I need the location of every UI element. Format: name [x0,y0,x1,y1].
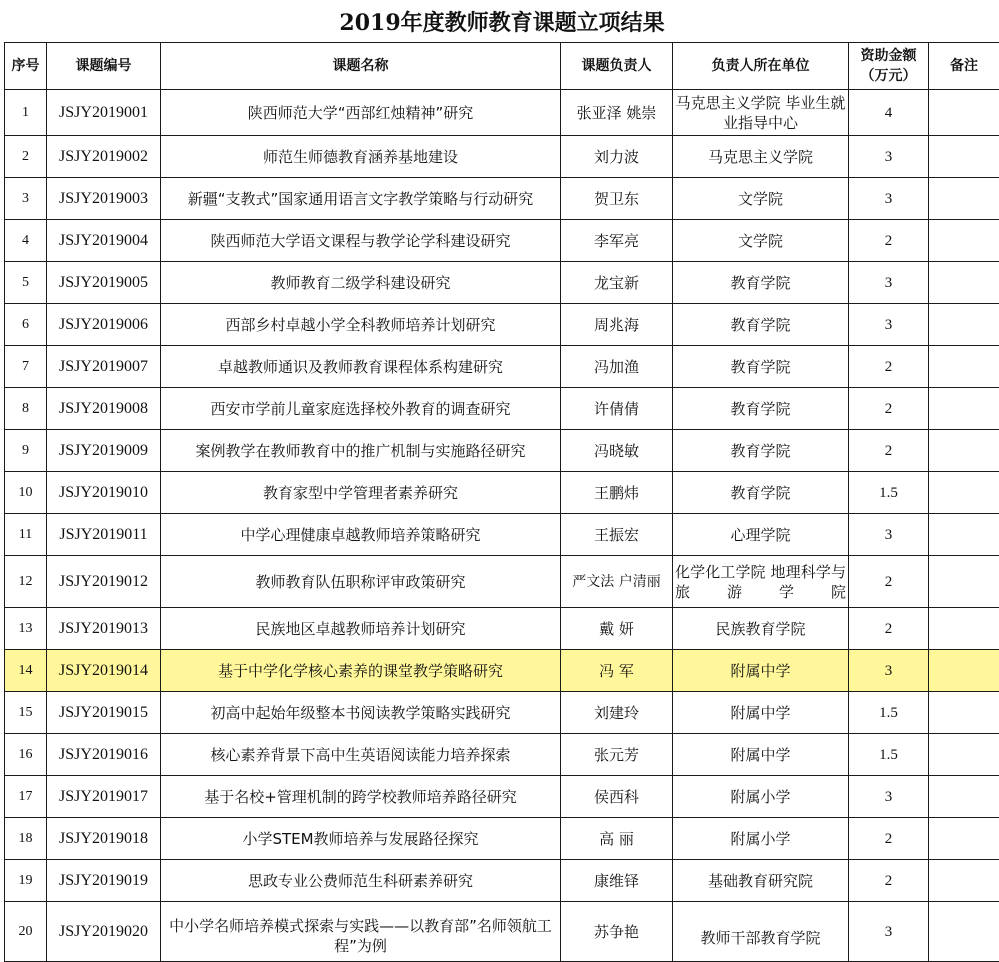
cell-unit: 文学院 [673,220,849,262]
cell-amount: 1.5 [849,734,929,776]
table-row [5,304,999,346]
cell-leader: 戴 妍 [561,608,673,650]
cell-unit: 基础教育研究院 [673,860,849,902]
cell-idx: 6 [5,304,47,346]
cell-amount: 3 [849,776,929,818]
cell-code: JSJY2019004 [47,220,161,262]
cell-amount: 2 [849,608,929,650]
cell-unit: 马克思主义学院 毕业生就业指导中心 [673,90,849,136]
cell-note [929,692,999,734]
cell-leader: 贺卫东 [561,178,673,220]
cell-code: JSJY2019002 [47,136,161,178]
cell-idx: 10 [5,472,47,514]
cell-name: 新疆“支教式”国家通用语言文字教学策略与行动研究 [161,178,561,220]
cell-note [929,608,999,650]
cell-leader: 李军亮 [561,220,673,262]
header-code: 课题编号 [47,43,161,90]
cell-note [929,136,999,178]
cell-unit: 文学院 [673,178,849,220]
table-row [5,220,999,262]
cell-amount: 3 [849,514,929,556]
cell-leader: 苏争艳 [561,902,673,962]
cell-amount: 3 [849,650,929,692]
cell-note [929,650,999,692]
cell-note [929,818,999,860]
cell-amount: 2 [849,346,929,388]
table-row [5,776,999,818]
table-row [5,90,999,136]
cell-code: JSJY2019014 [47,650,161,692]
cell-idx: 20 [5,902,47,962]
cell-amount: 1.5 [849,692,929,734]
cell-name: 教师教育队伍职称评审政策研究 [161,556,561,608]
cell-code: JSJY2019007 [47,346,161,388]
cell-idx: 11 [5,514,47,556]
cell-name: 西部乡村卓越小学全科教师培养计划研究 [161,304,561,346]
cell-unit: 教育学院 [673,430,849,472]
cell-code: JSJY2019017 [47,776,161,818]
cell-unit: 附属小学 [673,776,849,818]
cell-name: 案例教学在教师教育中的推广机制与实施路径研究 [161,430,561,472]
cell-idx: 5 [5,262,47,304]
cell-note [929,262,999,304]
cell-leader: 严文法 户清丽 [561,556,673,608]
cell-note [929,776,999,818]
table-row [5,514,999,556]
cell-note [929,734,999,776]
cell-leader: 周兆海 [561,304,673,346]
cell-code: JSJY2019005 [47,262,161,304]
cell-note [929,902,999,962]
cell-idx: 17 [5,776,47,818]
cell-leader: 康维铎 [561,860,673,902]
cell-note [929,472,999,514]
cell-idx: 4 [5,220,47,262]
cell-leader: 冯晓敏 [561,430,673,472]
cell-unit: 教育学院 [673,262,849,304]
cell-name: 师范生师德教育涵养基地建设 [161,136,561,178]
cell-leader: 龙宝新 [561,262,673,304]
table-body [5,90,999,962]
cell-name: 西安市学前儿童家庭选择校外教育的调查研究 [161,388,561,430]
cell-code: JSJY2019020 [47,902,161,962]
cell-leader: 王鹏炜 [561,472,673,514]
header-unit: 负责人所在单位 [673,43,849,90]
cell-amount: 2 [849,220,929,262]
header-amount [849,43,929,90]
cell-idx: 9 [5,430,47,472]
cell-unit: 附属小学 [673,818,849,860]
table-row [5,650,999,692]
cell-leader: 张元芳 [561,734,673,776]
cell-code: JSJY2019006 [47,304,161,346]
cell-note [929,388,999,430]
cell-idx: 15 [5,692,47,734]
cell-name: 卓越教师通识及教师教育课程体系构建研究 [161,346,561,388]
cell-leader: 张亚泽 姚崇 [561,90,673,136]
cell-amount: 3 [849,178,929,220]
cell-idx: 3 [5,178,47,220]
cell-idx: 12 [5,556,47,608]
cell-idx: 19 [5,860,47,902]
table-row [5,818,999,860]
cell-name: 核心素养背景下高中生英语阅读能力培养探索 [161,734,561,776]
cell-leader: 冯加渔 [561,346,673,388]
cell-name: 基于中学化学核心素养的课堂教学策略研究 [161,650,561,692]
cell-unit: 教育学院 [673,304,849,346]
cell-amount: 3 [849,304,929,346]
cell-leader: 侯西科 [561,776,673,818]
cell-idx: 18 [5,818,47,860]
cell-leader: 高 丽 [561,818,673,860]
cell-unit: 心理学院 [673,514,849,556]
cell-amount: 1.5 [849,472,929,514]
cell-note [929,178,999,220]
cell-code: JSJY2019009 [47,430,161,472]
cell-code: JSJY2019015 [47,692,161,734]
cell-note [929,90,999,136]
cell-name-text: 中小学名师培养模式探索与实践——以教育部”名师领航工程”为例 [161,916,560,956]
cell-code: JSJY2019019 [47,860,161,902]
cell-note [929,304,999,346]
table-row [5,556,999,608]
cell-name: 教育家型中学管理者素养研究 [161,472,561,514]
cell-leader: 刘建玲 [561,692,673,734]
table-row [5,430,999,472]
cell-note [929,220,999,262]
cell-leader: 刘力波 [561,136,673,178]
table-row [5,136,999,178]
cell-leader: 冯 军 [561,650,673,692]
cell-name: 陕西师范大学“西部红烛精神”研究 [161,90,561,136]
cell-amount: 2 [849,388,929,430]
cell-idx: 8 [5,388,47,430]
cell-name: 陕西师范大学语文课程与教学论学科建设研究 [161,220,561,262]
table-row [5,734,999,776]
cell-amount: 2 [849,860,929,902]
cell-idx: 1 [5,90,47,136]
cell-note [929,556,999,608]
table-row [5,346,999,388]
cell-name: 民族地区卓越教师培养计划研究 [161,608,561,650]
table-row [5,178,999,220]
cell-unit: 教育学院 [673,472,849,514]
cell-code: JSJY2019001 [47,90,161,136]
table-row [5,902,999,962]
cell-idx: 7 [5,346,47,388]
page-title: 2019年度教师教育课题立项结果 [5,0,999,43]
cell-amount: 2 [849,556,929,608]
cell-note [929,860,999,902]
header-idx: 序号 [5,43,47,90]
cell-unit: 附属中学 [673,650,849,692]
cell-code: JSJY2019013 [47,608,161,650]
table-row [5,692,999,734]
cell-unit: 教育学院 [673,346,849,388]
cell-idx: 16 [5,734,47,776]
cell-unit: 民族教育学院 [673,608,849,650]
cell-amount: 3 [849,262,929,304]
cell-name: 教师教育二级学科建设研究 [161,262,561,304]
cell-note [929,346,999,388]
cell-code: JSJY2019010 [47,472,161,514]
cell-note [929,430,999,472]
table-row [5,262,999,304]
cell-amount: 4 [849,90,929,136]
cell-name: 思政专业公费师范生科研素养研究 [161,860,561,902]
results-table [4,0,999,962]
cell-code: JSJY2019008 [47,388,161,430]
cell-code: JSJY2019016 [47,734,161,776]
cell-note [929,514,999,556]
cell-leader: 许倩倩 [561,388,673,430]
cell-idx: 13 [5,608,47,650]
cell-idx: 14 [5,650,47,692]
cell-unit: 附属中学 [673,734,849,776]
cell-unit: 教育学院 [673,388,849,430]
table-row [5,860,999,902]
cell-idx: 2 [5,136,47,178]
cell-amount: 2 [849,430,929,472]
cell-name: 中学心理健康卓越教师培养策略研究 [161,514,561,556]
header-name: 课题名称 [161,43,561,90]
cell-code: JSJY2019011 [47,514,161,556]
header-note: 备注 [929,43,999,90]
cell-leader: 王振宏 [561,514,673,556]
cell-name: 小学STEM教师培养与发展路径探究 [161,818,561,860]
cell-name: 基于名校+管理机制的跨学校教师培养路径研究 [161,776,561,818]
cell-amount: 2 [849,818,929,860]
cell-name [161,902,561,962]
cell-unit: 教师干部教育学院 [673,902,849,962]
cell-code: JSJY2019018 [47,818,161,860]
table-row [5,472,999,514]
table-row [5,388,999,430]
header-leader: 课题负责人 [561,43,673,90]
cell-amount: 3 [849,902,929,962]
cell-unit: 化学化工学院 地理科学与旅游学院 [673,556,849,608]
cell-amount: 3 [849,136,929,178]
cell-name: 初高中起始年级整本书阅读教学策略实践研究 [161,692,561,734]
cell-code: JSJY2019003 [47,178,161,220]
cell-unit: 附属中学 [673,692,849,734]
cell-code: JSJY2019012 [47,556,161,608]
cell-unit: 马克思主义学院 [673,136,849,178]
header-amount-label: 资助金额（万元） [854,46,924,86]
table-row [5,608,999,650]
